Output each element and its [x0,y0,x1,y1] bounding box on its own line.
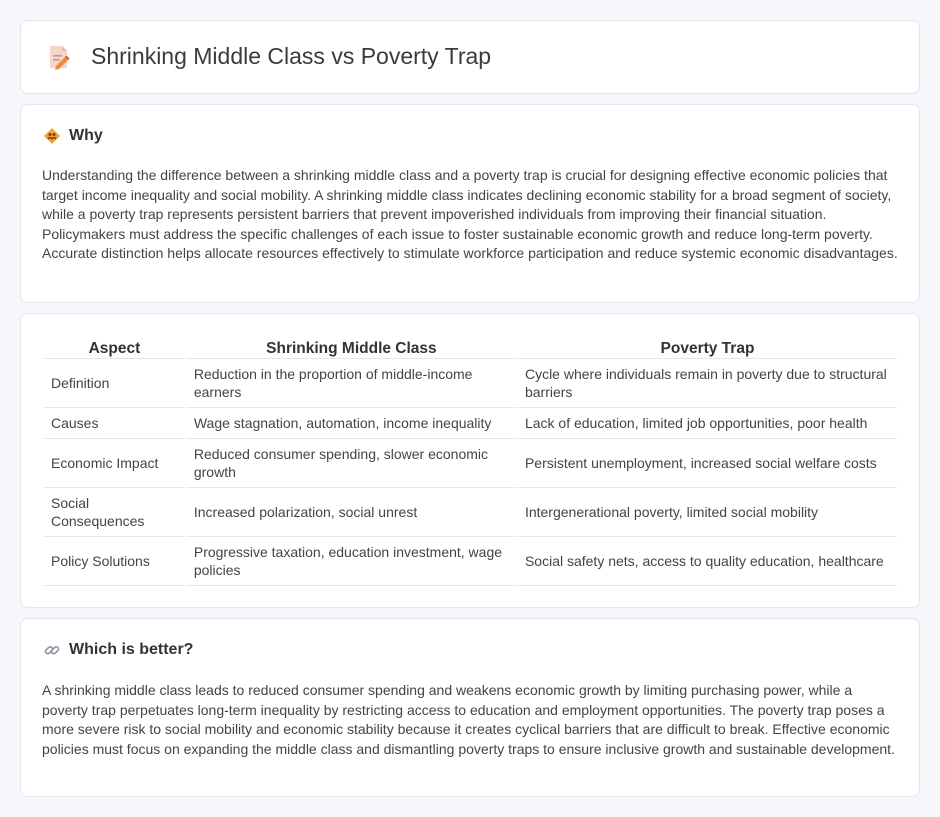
better-text: A shrinking middle class leads to reduced consumer spending and weakens economic growth by limiting purchasing power, while a poverty trap perpetuates long-term inequality by restricting access to education and employment opportunities. The poverty trap poses a more severe risk to social mobility and economic stability because it creates cyclical barriers that are difficult to break. Effective economic policies must focus on expanding the middle class and dismantling poverty traps to ensure inclusive growth and sustainable development. [42,682,895,757]
page-header [47,43,491,70]
header-card [20,20,920,94]
why-section [20,104,920,303]
which-is-better-section [20,618,920,797]
table-header-row [44,335,897,359]
poverty-trap-cell: Lack of education, limited job opportunities, poor health [518,408,897,439]
middle-class-cell: Increased polarization, social unrest [187,488,516,537]
aspect-cell: Policy Solutions [44,537,185,586]
page-title: Shrinking Middle Class vs Poverty Trap [91,43,492,69]
poverty-trap-cell: Cycle where individuals remain in poverty due to structural barriers [518,359,897,408]
table-row [44,359,897,408]
aspect-cell: Economic Impact [44,439,185,488]
poverty-trap-cell: Persistent unemployment, increased social welfare costs [518,439,897,488]
header-shrinking-middle-class: Shrinking Middle Class [187,335,516,359]
middle-class-cell: Reduced consumer spending, slower economic growth [187,439,516,488]
document-pencil-icon [47,44,71,70]
middle-class-cell: Reduction in the proportion of middle-income earners [187,359,516,408]
middle-class-cell: Wage stagnation, automation, income inequality [187,408,516,439]
header-aspect: Aspect [44,335,185,359]
link-icon [43,641,61,659]
better-title: Which is better? [69,641,194,658]
table-row [44,537,897,586]
why-title: Why [69,127,103,144]
comparison-section [20,313,920,608]
table-row [44,408,897,439]
middle-class-cell: Progressive taxation, education investment, wage policies [187,537,516,586]
aspect-cell: Causes [44,408,185,439]
poverty-trap-cell: Social safety nets, access to quality education, healthcare [518,537,897,586]
table-row [44,488,897,537]
poverty-trap-cell: Intergenerational poverty, limited social mobility [518,488,897,537]
table-row [44,439,897,488]
aspect-cell: Social Consequences [44,488,185,537]
aspect-cell: Definition [44,359,185,408]
header-poverty-trap: Poverty Trap [518,335,897,359]
why-text: Understanding the difference between a shrinking middle class and a poverty trap is crucial for designing effective economic policies that target income inequality and social mobility. A shrinking middle class indicates declining economic stability for a broad segment of society, while a poverty trap represents persistent barriers that prevent impoverished individuals from improving their financial situation. Policymakers must address the specific challenges of each issue to foster sustainable economic growth and reduce long-term poverty. Accurate distinction helps allocate resources effectively to stimulate workforce participation and reduce systemic economic disadvantages. [42,167,898,261]
better-heading [43,641,193,659]
diamond-people-icon [43,127,61,145]
why-heading [43,127,103,145]
comparison-table [42,335,899,586]
